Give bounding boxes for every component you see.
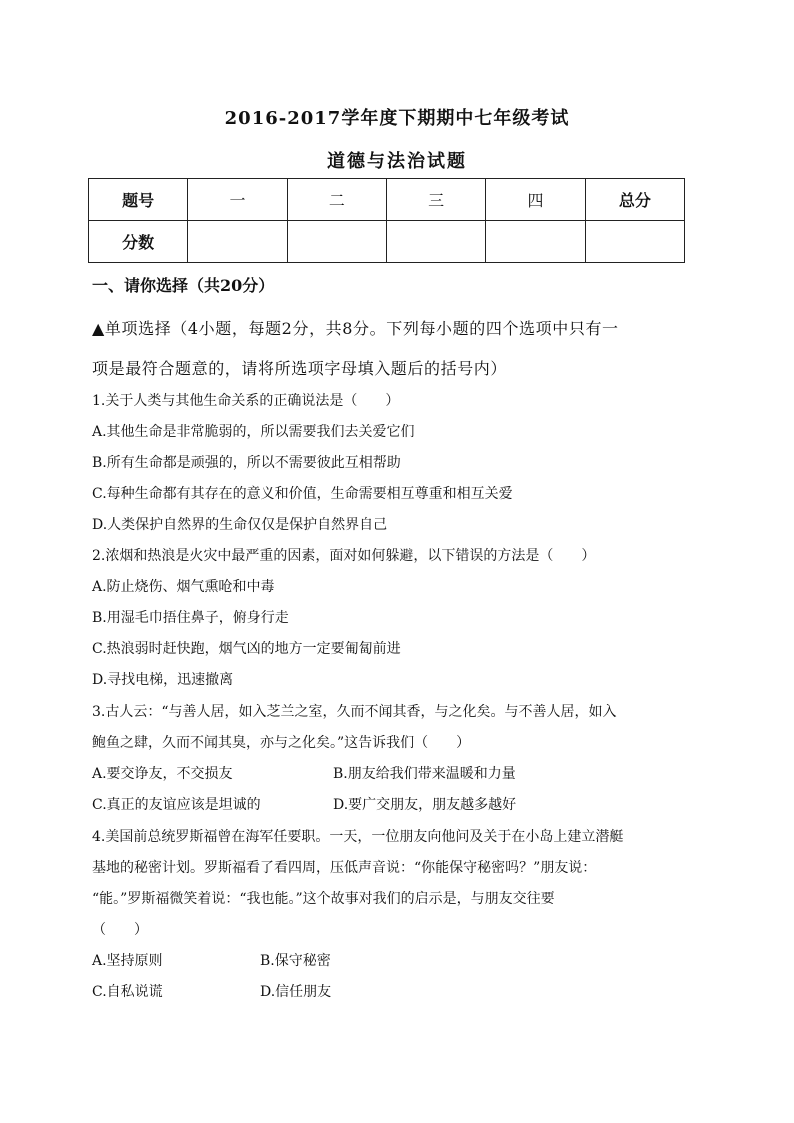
score-table xyxy=(88,178,685,263)
score-cell-2[interactable] xyxy=(287,221,386,263)
score-cell-3[interactable] xyxy=(386,221,485,263)
header-cell-2: 二 xyxy=(287,179,386,221)
q4-stem-line-1: 4.美国前总统罗斯福曾在海军任要职。一天，一位朋友向他问及关于在小岛上建立潜艇 xyxy=(92,829,624,845)
q2-option-c: C.热浪弱时赶快跑，烟气凶的地方一定要匍匐前进 xyxy=(92,641,401,657)
q1-option-d: D.人类保护自然界的生命仅仅是保护自然界自己 xyxy=(92,517,388,533)
q1-stem: 1.关于人类与其他生命关系的正确说法是（ ） xyxy=(92,393,400,409)
q3-option-b: B.朋友给我们带来温暖和力量 xyxy=(333,766,516,782)
q2-option-b: B.用湿毛巾捂住鼻子，俯身行走 xyxy=(92,610,289,626)
header-cell-total: 总分 xyxy=(585,179,684,221)
section-heading: 一、请你选择（共20分） xyxy=(92,276,275,295)
q3-stem-line-2: 鲍鱼之肆，久而不闻其臭，亦与之化矣。”这告诉我们（ ） xyxy=(92,735,471,751)
q4-stem-line-3: “能。”罗斯福微笑着说：“我也能。”这个故事对我们的启示是，与朋友交往要 xyxy=(92,891,555,907)
q4-option-b: B.保守秘密 xyxy=(260,953,331,969)
q4-option-a: A.坚持原则 xyxy=(92,953,163,969)
q1-option-a: A.其他生命是非常脆弱的，所以需要我们去关爱它们 xyxy=(92,424,415,440)
score-cell-1[interactable] xyxy=(188,221,287,263)
q3-option-a: A.要交诤友，不交损友 xyxy=(92,766,233,782)
q4-stem-line-4: （ ） xyxy=(92,922,148,938)
q4-option-c: C.自私说谎 xyxy=(92,984,163,1000)
header-cell-1: 一 xyxy=(188,179,287,221)
instruction-line-1: ▲单项选择（4小题，每题2分，共8分。下列每小题的四个选项中只有一 xyxy=(92,319,619,338)
score-cell-total[interactable] xyxy=(585,221,684,263)
q2-option-a: A.防止烧伤、烟气熏呛和中毒 xyxy=(92,579,275,595)
header-cell-4: 四 xyxy=(486,179,585,221)
q4-stem-line-2: 基地的秘密计划。罗斯福看了看四周，压低声音说：“你能保守秘密吗？”朋友说： xyxy=(92,860,597,876)
score-table-score-row xyxy=(89,221,685,263)
q3-option-c: C.真正的友谊应该是坦诚的 xyxy=(92,797,261,813)
score-cell-4[interactable] xyxy=(486,221,585,263)
score-label-cell: 分数 xyxy=(89,221,188,263)
instruction-line-2: 项是最符合题意的，请将所选项字母填入题后的括号内） xyxy=(92,359,508,378)
q2-option-d: D.寻找电梯，迅速撤离 xyxy=(92,672,234,688)
score-table-header-row xyxy=(89,179,685,221)
exam-subtitle: 道德与法治试题 xyxy=(327,151,467,172)
q4-option-d: D.信任朋友 xyxy=(260,984,332,1000)
q3-option-d: D.要广交朋友，朋友越多越好 xyxy=(333,797,517,813)
q2-stem: 2.浓烟和热浪是火灾中最严重的因素，面对如何躲避，以下错误的方法是（ ） xyxy=(92,548,596,564)
header-cell-3: 三 xyxy=(386,179,485,221)
exam-title: 2016-2017学年度下期期中七年级考试 xyxy=(224,108,570,129)
q1-option-b: B.所有生命都是顽强的，所以不需要彼此互相帮助 xyxy=(92,455,401,471)
q3-stem-line-1: 3.古人云：“与善人居，如入芝兰之室，久而不闻其香，与之化矣。与不善人居，如入 xyxy=(92,704,617,720)
q1-option-c: C.每种生命都有其存在的意义和价值，生命需要相互尊重和相互关爱 xyxy=(92,486,513,502)
header-cell-question-no: 题号 xyxy=(89,179,188,221)
